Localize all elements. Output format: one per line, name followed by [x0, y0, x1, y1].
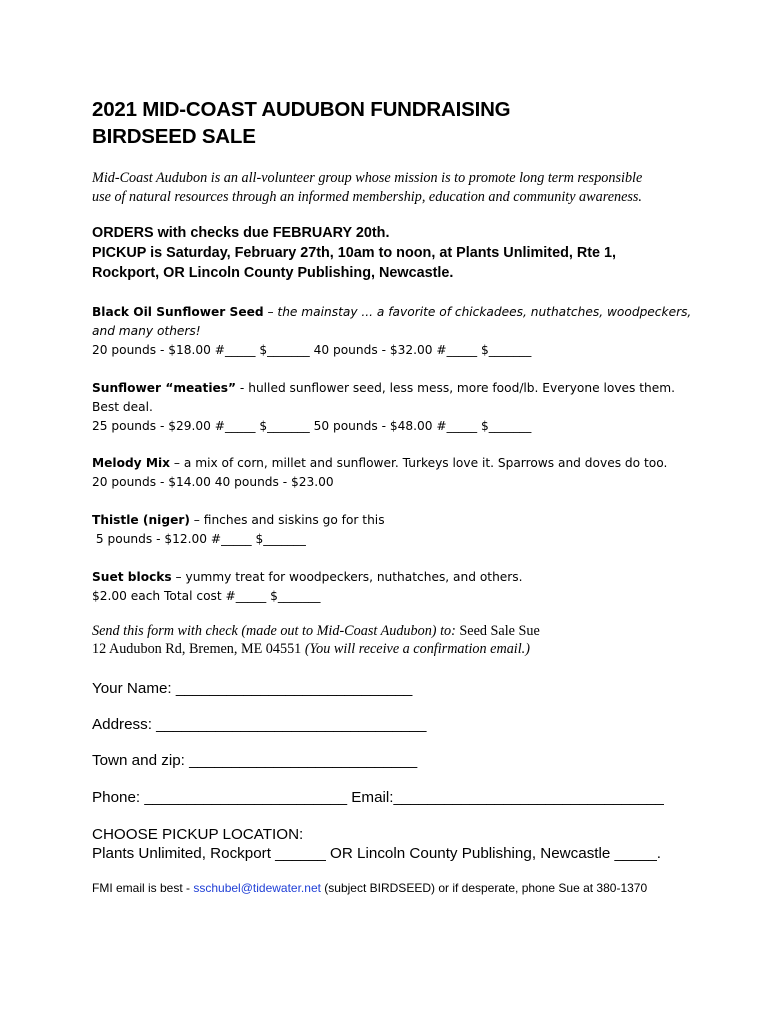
pickup-location-section	[92, 825, 692, 863]
mission-statement	[92, 169, 692, 207]
address-field[interactable]: Address: ________________________________	[92, 716, 427, 733]
product-melody-mix	[92, 454, 692, 492]
mailing-address: 12 Audubon Rd, Bremen, ME 04551	[92, 641, 305, 657]
town-zip-field[interactable]: Town and zip: ___________________________	[92, 752, 418, 769]
mission-line-2: use of natural resources through an informed membership, education and community awareness.	[92, 189, 642, 205]
orders-deadline: ORDERS with checks due FEBRUARY 20th.	[92, 225, 390, 241]
product-price-line: 5 pounds - $12.00 #_____ $_______	[92, 532, 306, 546]
product-name: Black Oil Sunflower Seed	[92, 305, 264, 319]
fmi-text: FMI email is best -	[92, 881, 194, 895]
product-description: finches and siskins go for this	[203, 513, 385, 527]
product-price-line: 20 pounds - $14.00 40 pounds - $23.00	[92, 475, 334, 489]
product-separator: –	[170, 456, 184, 470]
phone-email-field[interactable]: Phone: ________________________ Email:________________________________	[92, 789, 664, 806]
product-name: Thistle (niger)	[92, 513, 190, 527]
product-thistle	[92, 511, 692, 549]
contact-footer	[92, 880, 692, 896]
order-form-page	[92, 96, 692, 896]
pickup-heading: CHOOSE PICKUP LOCATION:	[92, 826, 304, 843]
confirmation-note: (You will receive a confirmation email.)	[304, 641, 530, 657]
product-separator: –	[189, 513, 204, 527]
product-description: a mix of corn, millet and sunflower. Turkeys love it. Sparrows and doves do too.	[183, 456, 668, 470]
product-suet-blocks	[92, 568, 692, 606]
product-sunflower-meaties	[92, 379, 692, 436]
product-separator: –	[171, 570, 186, 584]
product-description: yummy treat for woodpeckers, nuthatches, and others.	[185, 570, 523, 584]
product-separator: -	[236, 381, 249, 395]
send-instruction: Send this form with check (made out to Mid-Coast Audubon) to:	[92, 623, 456, 639]
product-price-line: $2.00 each Total cost #_____ $_______	[92, 589, 321, 603]
title-line-1: 2021 MID-COAST AUDUBON FUNDRAISING	[92, 98, 511, 121]
product-price-line: 25 pounds - $29.00 #_____ $_______ 50 pounds - $48.00 #_____ $_______	[92, 419, 532, 433]
product-description: hulled sunflower seed, less mess, more food/lb. Everyone loves them.	[248, 381, 676, 395]
email-link[interactable]: sschubel@tidewater.net	[193, 881, 321, 895]
product-price-line: 20 pounds - $18.00 #_____ $_______ 40 pounds - $32.00 #_____ $_______	[92, 343, 532, 357]
pickup-options[interactable]: Plants Unlimited, Rockport ______ OR Lincoln County Publishing, Newcastle _____.	[92, 845, 661, 862]
page-title	[92, 96, 692, 150]
product-name: Melody Mix	[92, 456, 171, 470]
product-separator: –	[263, 305, 278, 319]
product-black-oil-sunflower	[92, 303, 692, 360]
mission-line-1: Mid-Coast Audubon is an all-volunteer group whose mission is to promote long term responsible	[92, 170, 643, 186]
name-field[interactable]: Your Name: ____________________________	[92, 680, 413, 697]
product-description-cont: and many others!	[92, 324, 201, 338]
product-description-cont: Best deal.	[92, 400, 153, 414]
pickup-info-line-2: Rockport, OR Lincoln County Publishing, Newcastle.	[92, 265, 454, 281]
title-line-2: BIRDSEED SALE	[92, 125, 256, 148]
mailing-instructions	[92, 622, 692, 658]
orders-pickup-info	[92, 223, 692, 283]
product-name: Suet blocks	[92, 570, 172, 584]
product-description: the mainstay ... a favorite of chickadees, nuthatches, woodpeckers,	[277, 305, 692, 319]
fmi-text-after: (subject BIRDSEED) or if desperate, phone Sue at 380-1370	[320, 881, 648, 895]
recipient-name: Seed Sale Sue	[455, 623, 540, 639]
product-name: Sunflower “meaties”	[92, 381, 237, 395]
pickup-info-line-1: PICKUP is Saturday, February 27th, 10am to noon, at Plants Unlimited, Rte 1,	[92, 245, 617, 261]
